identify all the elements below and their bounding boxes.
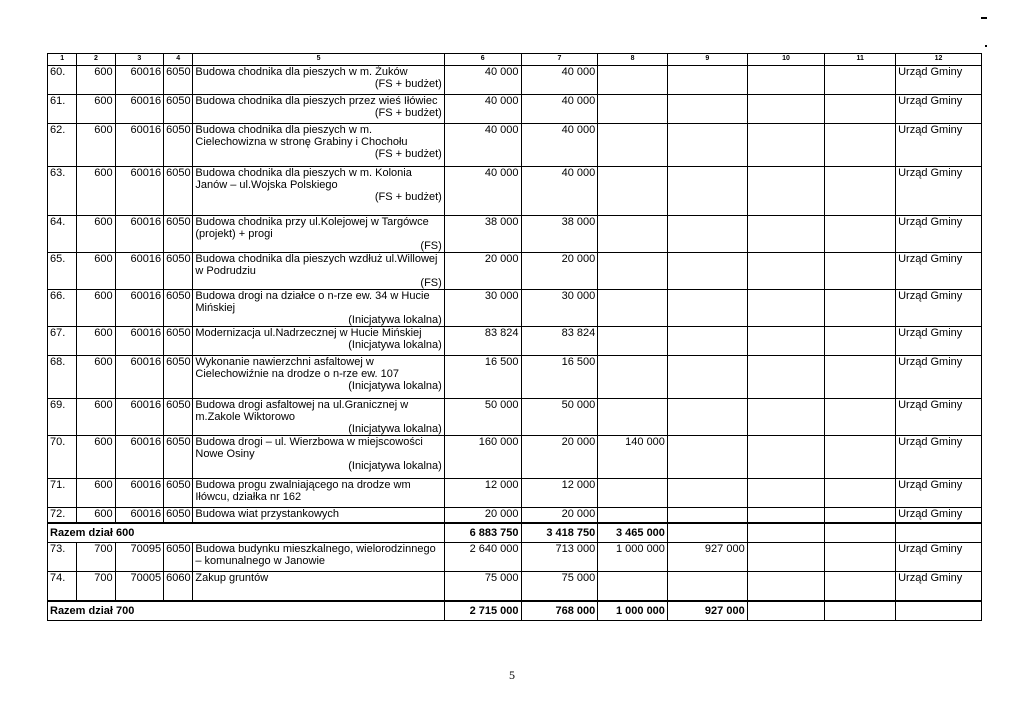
- header-cell: 5: [193, 54, 444, 66]
- value-col-8: [598, 216, 668, 253]
- column-number-row: [48, 54, 982, 66]
- value-col-11: [825, 399, 896, 436]
- paragraph-code: 6050: [164, 479, 193, 508]
- section-code: 600: [77, 479, 115, 508]
- value-col-7: 30 000: [521, 290, 598, 327]
- scan-mark: [981, 17, 987, 19]
- task-name: Budowa budynku mieszkalnego, wielorodzinnego – komunalnego w Janowie: [195, 543, 436, 567]
- section-total-row: [48, 601, 982, 621]
- section-code: 600: [77, 290, 115, 327]
- total-value: 50 000: [444, 399, 521, 436]
- header-cell: 3: [115, 54, 163, 66]
- row-number: 70.: [48, 436, 77, 479]
- value-col-8: [598, 66, 668, 95]
- paragraph-code: 6050: [164, 216, 193, 253]
- value-col-7: 40 000: [521, 95, 598, 124]
- task-description: [193, 216, 444, 253]
- value-col-7: 20 000: [521, 253, 598, 290]
- task-description: [193, 253, 444, 290]
- value-col-10: [747, 216, 825, 253]
- row-number: 60.: [48, 66, 77, 95]
- paragraph-code: 6050: [164, 167, 193, 216]
- funding-source: (FS + budżet): [374, 107, 442, 119]
- value-col-10: [747, 253, 825, 290]
- responsible-unit: Urząd Gminy: [896, 479, 982, 508]
- value-col-10: [747, 124, 825, 167]
- funding-source: (Inicjatywa lokalna): [348, 314, 442, 326]
- value-col-9: [667, 508, 747, 524]
- responsible-unit: Urząd Gminy: [896, 436, 982, 479]
- value-col-10: [747, 66, 825, 95]
- task-name: Modernizacja ul.Nadrzecznej w Hucie Mińskiej: [195, 327, 422, 339]
- total-value: 40 000: [444, 66, 521, 95]
- paragraph-code: 6050: [164, 327, 193, 356]
- table-row: [48, 572, 982, 602]
- value-col-9: [667, 290, 747, 327]
- value-col-7: 713 000: [521, 543, 598, 572]
- value-col-9: [667, 436, 747, 479]
- responsible-unit: Urząd Gminy: [896, 216, 982, 253]
- value-col-12: [896, 601, 982, 621]
- chapter-code: 60016: [115, 356, 163, 399]
- value-col-11: [825, 290, 896, 327]
- value-col-11: [825, 508, 896, 524]
- value-col-9: 927 000: [667, 601, 747, 621]
- table-row: [48, 479, 982, 508]
- task-name: Budowa wiat przystankowych: [195, 508, 340, 520]
- section-code: 600: [77, 216, 115, 253]
- task-description: [193, 436, 444, 479]
- header-cell: 1: [48, 54, 77, 66]
- task-description: [193, 66, 444, 95]
- value-col-10: [747, 508, 825, 524]
- chapter-code: 60016: [115, 508, 163, 524]
- value-col-8: [598, 356, 668, 399]
- value-col-9: [667, 523, 747, 543]
- section-code: 600: [77, 436, 115, 479]
- page-number: 5: [509, 668, 515, 682]
- value-col-10: [747, 356, 825, 399]
- responsible-unit: Urząd Gminy: [896, 167, 982, 216]
- table-row: [48, 327, 982, 356]
- section-code: 600: [77, 356, 115, 399]
- value-col-7: 83 824: [521, 327, 598, 356]
- value-col-9: [667, 356, 747, 399]
- value-col-11: [825, 327, 896, 356]
- value-col-8: 140 000: [598, 436, 668, 479]
- task-name: Budowa chodnika dla pieszych w m. Żuków: [195, 66, 408, 78]
- responsible-unit: Urząd Gminy: [896, 543, 982, 572]
- chapter-code: 70095: [115, 543, 163, 572]
- section-total-label: Razem dział 600: [48, 523, 445, 543]
- task-description: [193, 95, 444, 124]
- table-row: [48, 543, 982, 572]
- funding-source: (FS + budżet): [374, 78, 442, 90]
- value-col-7: 50 000: [521, 399, 598, 436]
- value-col-9: 927 000: [667, 543, 747, 572]
- value-col-8: 1 000 000: [598, 543, 668, 572]
- value-col-8: [598, 327, 668, 356]
- value-col-8: [598, 95, 668, 124]
- chapter-code: 60016: [115, 124, 163, 167]
- value-col-7: 38 000: [521, 216, 598, 253]
- value-col-8: [598, 399, 668, 436]
- value-col-11: [825, 523, 896, 543]
- total-value: 20 000: [444, 508, 521, 524]
- total-value: 12 000: [444, 479, 521, 508]
- task-name: Budowa drogi na działce o n-rze ew. 34 w Hucie Mińskiej: [195, 290, 430, 314]
- value-col-11: [825, 436, 896, 479]
- chapter-code: 60016: [115, 399, 163, 436]
- funding-source: (Inicjatywa lokalna): [348, 460, 442, 472]
- table-row: [48, 124, 982, 167]
- row-number: 66.: [48, 290, 77, 327]
- table-row: [48, 167, 982, 216]
- value-col-9: [667, 327, 747, 356]
- chapter-code: 60016: [115, 216, 163, 253]
- paragraph-code: 6050: [164, 543, 193, 572]
- task-description: [193, 399, 444, 436]
- task-name: Budowa chodnika dla pieszych wzdłuż ul.Willowej w Podrudziu: [195, 253, 438, 277]
- header-cell: 8: [598, 54, 668, 66]
- total-value: 38 000: [444, 216, 521, 253]
- value-col-10: [747, 601, 825, 621]
- task-description: [193, 572, 444, 602]
- value-col-9: [667, 95, 747, 124]
- investment-table: [47, 53, 982, 621]
- row-number: 62.: [48, 124, 77, 167]
- table-row: [48, 290, 982, 327]
- value-col-7: 40 000: [521, 167, 598, 216]
- value-col-10: [747, 399, 825, 436]
- table-row: [48, 508, 982, 524]
- section-code: 600: [77, 253, 115, 290]
- paragraph-code: 6050: [164, 95, 193, 124]
- value-col-11: [825, 216, 896, 253]
- value-col-10: [747, 543, 825, 572]
- table-row: [48, 216, 982, 253]
- chapter-code: 60016: [115, 436, 163, 479]
- value-col-9: [667, 572, 747, 602]
- paragraph-code: 6050: [164, 66, 193, 95]
- value-col-7: 3 418 750: [521, 523, 598, 543]
- value-col-9: [667, 167, 747, 216]
- total-value: 75 000: [444, 572, 521, 602]
- chapter-code: 70005: [115, 572, 163, 602]
- row-number: 61.: [48, 95, 77, 124]
- value-col-11: [825, 543, 896, 572]
- paragraph-code: 6050: [164, 356, 193, 399]
- row-number: 63.: [48, 167, 77, 216]
- task-name: Budowa drogi – ul. Wierzbowa w miejscowości Nowe Osiny: [195, 436, 423, 460]
- value-col-9: [667, 66, 747, 95]
- scan-dot: [985, 45, 987, 47]
- value-col-10: [747, 572, 825, 602]
- section-code: 600: [77, 124, 115, 167]
- funding-source: (FS + budżet): [374, 191, 442, 203]
- chapter-code: 60016: [115, 290, 163, 327]
- total-value: 40 000: [444, 124, 521, 167]
- responsible-unit: Urząd Gminy: [896, 290, 982, 327]
- task-name: Wykonanie nawierzchni asfaltowej w Cielechowiźnie na drodze o n-rze ew. 107: [195, 356, 399, 380]
- value-col-10: [747, 479, 825, 508]
- responsible-unit: Urząd Gminy: [896, 327, 982, 356]
- total-value: 16 500: [444, 356, 521, 399]
- value-col-8: 1 000 000: [598, 601, 668, 621]
- chapter-code: 60016: [115, 327, 163, 356]
- paragraph-code: 6050: [164, 436, 193, 479]
- value-col-9: [667, 124, 747, 167]
- row-number: 65.: [48, 253, 77, 290]
- header-cell: 12: [896, 54, 982, 66]
- task-name: Budowa chodnika dla pieszych w m. Kolonia Janów – ul.Wojska Polskiego: [195, 167, 412, 191]
- responsible-unit: Urząd Gminy: [896, 66, 982, 95]
- value-col-10: [747, 523, 825, 543]
- section-code: 600: [77, 167, 115, 216]
- row-number: 68.: [48, 356, 77, 399]
- header-cell: 6: [444, 54, 521, 66]
- table-row: [48, 356, 982, 399]
- row-number: 67.: [48, 327, 77, 356]
- paragraph-code: 6060: [164, 572, 193, 602]
- value-col-10: [747, 290, 825, 327]
- section-code: 600: [77, 95, 115, 124]
- value-col-8: [598, 479, 668, 508]
- value-col-8: 3 465 000: [598, 523, 668, 543]
- total-value: 40 000: [444, 95, 521, 124]
- row-number: 64.: [48, 216, 77, 253]
- row-number: 71.: [48, 479, 77, 508]
- paragraph-code: 6050: [164, 399, 193, 436]
- row-number: 72.: [48, 508, 77, 524]
- value-col-11: [825, 253, 896, 290]
- table-row: [48, 253, 982, 290]
- task-name: Budowa chodnika dla pieszych przez wieś Iłówiec: [195, 95, 438, 107]
- task-description: [193, 327, 444, 356]
- value-col-7: 20 000: [521, 436, 598, 479]
- task-description: [193, 290, 444, 327]
- value-col-7: 768 000: [521, 601, 598, 621]
- funding-source: (FS + budżet): [374, 148, 442, 160]
- paragraph-code: 6050: [164, 508, 193, 524]
- value-col-10: [747, 436, 825, 479]
- value-col-8: [598, 167, 668, 216]
- task-name: Budowa chodnika dla pieszych w m. Cielechowizna w stronę Grabiny i Chochołu: [195, 124, 408, 148]
- value-col-8: [598, 253, 668, 290]
- section-code: 600: [77, 66, 115, 95]
- value-col-11: [825, 572, 896, 602]
- chapter-code: 60016: [115, 66, 163, 95]
- section-code: 600: [77, 327, 115, 356]
- row-number: 73.: [48, 543, 77, 572]
- value-col-11: [825, 601, 896, 621]
- value-col-7: 75 000: [521, 572, 598, 602]
- value-col-9: [667, 216, 747, 253]
- value-col-10: [747, 167, 825, 216]
- task-description: [193, 543, 444, 572]
- responsible-unit: Urząd Gminy: [896, 399, 982, 436]
- chapter-code: 60016: [115, 167, 163, 216]
- paragraph-code: 6050: [164, 290, 193, 327]
- section-total-label: Razem dział 700: [48, 601, 445, 621]
- value-col-7: 40 000: [521, 66, 598, 95]
- value-col-11: [825, 167, 896, 216]
- funding-source: (FS): [420, 240, 442, 252]
- table-body: [48, 54, 982, 621]
- value-col-8: [598, 508, 668, 524]
- header-cell: 10: [747, 54, 825, 66]
- value-col-11: [825, 479, 896, 508]
- value-col-10: [747, 327, 825, 356]
- task-description: [193, 479, 444, 508]
- chapter-code: 60016: [115, 95, 163, 124]
- responsible-unit: Urząd Gminy: [896, 572, 982, 602]
- header-cell: 4: [164, 54, 193, 66]
- value-col-8: [598, 290, 668, 327]
- funding-source: (FS): [420, 277, 442, 289]
- value-col-9: [667, 399, 747, 436]
- funding-source: (Inicjatywa lokalna): [348, 380, 442, 392]
- value-col-11: [825, 66, 896, 95]
- section-code: 700: [77, 572, 115, 602]
- task-name: Budowa progu zwalniającego na drodze wm Iłówcu, działka nr 162: [195, 479, 411, 503]
- value-col-7: 40 000: [521, 124, 598, 167]
- responsible-unit: Urząd Gminy: [896, 253, 982, 290]
- table-row: [48, 399, 982, 436]
- responsible-unit: Urząd Gminy: [896, 124, 982, 167]
- total-value: 2 715 000: [444, 601, 521, 621]
- value-col-7: 16 500: [521, 356, 598, 399]
- header-cell: 2: [77, 54, 115, 66]
- responsible-unit: Urząd Gminy: [896, 95, 982, 124]
- total-value: 30 000: [444, 290, 521, 327]
- row-number: 74.: [48, 572, 77, 602]
- value-col-10: [747, 95, 825, 124]
- paragraph-code: 6050: [164, 253, 193, 290]
- task-name: Zakup gruntów: [195, 572, 269, 584]
- total-value: 6 883 750: [444, 523, 521, 543]
- task-description: [193, 167, 444, 216]
- section-code: 600: [77, 508, 115, 524]
- paragraph-code: 6050: [164, 124, 193, 167]
- value-col-8: [598, 572, 668, 602]
- task-description: [193, 356, 444, 399]
- table-row: [48, 436, 982, 479]
- task-name: Budowa chodnika przy ul.Kolejowej w Targówce (projekt) + progi: [195, 216, 429, 240]
- value-col-7: 20 000: [521, 508, 598, 524]
- header-cell: 11: [825, 54, 896, 66]
- value-col-9: [667, 479, 747, 508]
- value-col-9: [667, 253, 747, 290]
- value-col-12: [896, 523, 982, 543]
- total-value: 20 000: [444, 253, 521, 290]
- responsible-unit: Urząd Gminy: [896, 356, 982, 399]
- value-col-7: 12 000: [521, 479, 598, 508]
- task-description: [193, 124, 444, 167]
- total-value: 83 824: [444, 327, 521, 356]
- header-cell: 9: [667, 54, 747, 66]
- table-row: [48, 95, 982, 124]
- total-value: 160 000: [444, 436, 521, 479]
- value-col-11: [825, 95, 896, 124]
- funding-source: (Inicjatywa lokalna): [348, 339, 442, 351]
- chapter-code: 60016: [115, 253, 163, 290]
- task-name: Budowa drogi asfaltowej na ul.Granicznej w m.Zakole Wiktorowo: [195, 399, 409, 423]
- total-value: 2 640 000: [444, 543, 521, 572]
- value-col-11: [825, 356, 896, 399]
- section-total-row: [48, 523, 982, 543]
- total-value: 40 000: [444, 167, 521, 216]
- section-code: 700: [77, 543, 115, 572]
- row-number: 69.: [48, 399, 77, 436]
- value-col-8: [598, 124, 668, 167]
- value-col-11: [825, 124, 896, 167]
- header-cell: 7: [521, 54, 598, 66]
- funding-source: (Inicjatywa lokalna): [348, 423, 442, 435]
- chapter-code: 60016: [115, 479, 163, 508]
- task-description: [193, 508, 444, 524]
- table-row: [48, 66, 982, 95]
- section-code: 600: [77, 399, 115, 436]
- responsible-unit: Urząd Gminy: [896, 508, 982, 524]
